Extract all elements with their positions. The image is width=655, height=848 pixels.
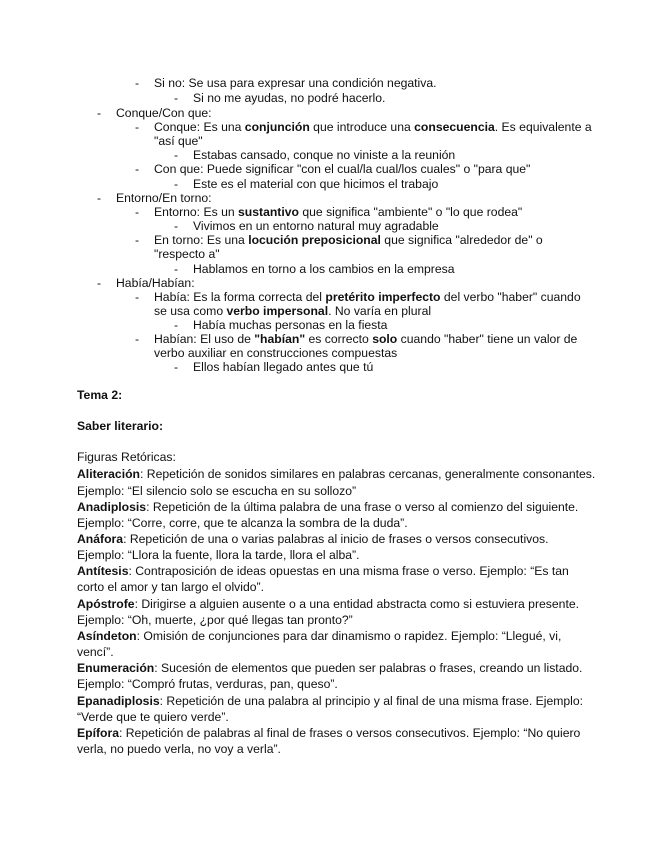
epanadiplosis-cont: “Verde que te quiero verde”.: [77, 710, 229, 724]
entorno-heading: Entorno/En torno:: [116, 191, 212, 205]
enumeracion-example: Ejemplo: “Compró frutas, verduras, pan, queso”.: [77, 677, 338, 691]
figuras-title: Figuras Retóricas:: [77, 450, 176, 464]
en-torno-definition: En torno: Es una locución preposicional que significa "alrededor de" o: [154, 233, 543, 247]
con-que-definition: Con que: Puede significar "con el cual/la cual/los cuales" o "para que": [154, 162, 531, 176]
bullet-dash: -: [174, 360, 179, 374]
bullet-dash: -: [135, 332, 140, 346]
conque-definition-cont: "así que": [154, 134, 203, 148]
bullet-dash: -: [97, 106, 102, 120]
en-torno-definition-cont: "respecto a": [154, 247, 220, 261]
entorno-example: Vivimos en un entorno natural muy agradable: [193, 219, 439, 233]
aliteracion-def: Aliteración: Repetición de sonidos similares en palabras cercanas, generalmente consonantes.: [77, 467, 596, 481]
con-que-example: Este es el material con que hicimos el trabajo: [193, 177, 439, 191]
tema-heading: Tema 2:: [77, 388, 123, 402]
anafora-example: Ejemplo: “Llora la fuente, llora la tarde, llora el alba”.: [77, 548, 360, 562]
habia-example: Había muchas personas en la fiesta: [193, 318, 388, 332]
anadiplosis-example: Ejemplo: “Corre, corre, que te alcanza la sombra de la duda”.: [77, 516, 408, 530]
conque-definition: Conque: Es una conjunción que introduce una consecuencia. Es equivalente a: [154, 120, 592, 134]
bullet-dash: -: [174, 91, 179, 105]
asindeton-cont: vencí”.: [77, 645, 114, 659]
saber-heading: Saber literario:: [77, 419, 164, 433]
habian-definition: Habían: El uso de "habían" es correcto solo cuando "haber" tiene un valor de: [154, 332, 578, 346]
conque-heading: Conque/Con que:: [116, 106, 212, 120]
en-torno-example: Hablamos en torno a los cambios en la empresa: [193, 262, 455, 276]
antitesis-cont: corto el amor y tan largo el olvido”.: [77, 580, 264, 594]
habian-definition-cont: verbo auxiliar en construcciones compuestas: [154, 346, 398, 360]
aliteracion-example: Ejemplo: “El silencio solo se escucha en su sollozo”: [77, 484, 357, 498]
bullet-dash: -: [135, 205, 140, 219]
apostrofe-def: Apóstrofe: Dirigirse a alguien ausente o a una entidad abstracta como si estuviera presente.: [77, 597, 579, 611]
habia-heading: Había/Habían:: [116, 276, 195, 290]
habia-definition: Había: Es la forma correcta del pretérito imperfecto del verbo "haber" cuando: [154, 290, 581, 304]
asindeton-def: Asíndeton: Omisión de conjunciones para dar dinamismo o rapidez. Ejemplo: “Llegué, vi,: [77, 629, 562, 643]
bullet-dash: -: [174, 219, 179, 233]
si-no-definition: Si no: Se usa para expresar una condición negativa.: [154, 76, 437, 90]
apostrofe-example: Ejemplo: “Oh, muerte, ¿por qué llegas tan pronto?”: [77, 613, 353, 627]
bullet-dash: -: [174, 177, 179, 191]
bullet-dash: -: [135, 162, 140, 176]
si-no-example: Si no me ayudas, no podré hacerlo.: [193, 91, 386, 105]
antitesis-def: Antítesis: Contraposición de ideas opuestas en una misma frase o verso. Ejemplo: “Es tan: [77, 564, 569, 578]
entorno-definition: Entorno: Es un sustantivo que significa "ambiente" o "lo que rodea": [154, 205, 523, 219]
bullet-dash: -: [135, 233, 140, 247]
anadiplosis-def: Anadiplosis: Repetición de la última palabra de una frase o verso al comienzo del siguiente.: [77, 500, 579, 514]
bullet-dash: -: [135, 120, 140, 134]
conque-example: Estabas cansado, conque no viniste a la reunión: [193, 148, 456, 162]
bullet-dash: -: [97, 276, 102, 290]
bullet-dash: -: [97, 191, 102, 205]
bullet-dash: -: [135, 290, 140, 304]
habian-example: Ellos habían llegado antes que tú: [193, 360, 374, 374]
anafora-def: Anáfora: Repetición de una o varias palabras al inicio de frases o versos consecutivos.: [77, 532, 549, 546]
habia-definition-cont: se usa como verbo impersonal. No varía en plural: [154, 304, 432, 318]
epifora-def: Epífora: Repetición de palabras al final de frases o versos consecutivos. Ejemplo: “No quiero: [77, 726, 581, 740]
epanadiplosis-def: Epanadiplosis: Repetición de una palabra al principio y al final de una misma frase. Ejemplo:: [77, 694, 584, 708]
bullet-dash: -: [174, 262, 179, 276]
bullet-dash: -: [174, 318, 179, 332]
bullet-dash: -: [174, 148, 179, 162]
epifora-cont: verla, no puedo verla, no voy a verla”.: [77, 742, 281, 756]
enumeracion-def: Enumeración: Sucesión de elementos que pueden ser palabras o frases, creando un listado.: [77, 661, 583, 675]
bullet-dash: -: [135, 76, 140, 90]
